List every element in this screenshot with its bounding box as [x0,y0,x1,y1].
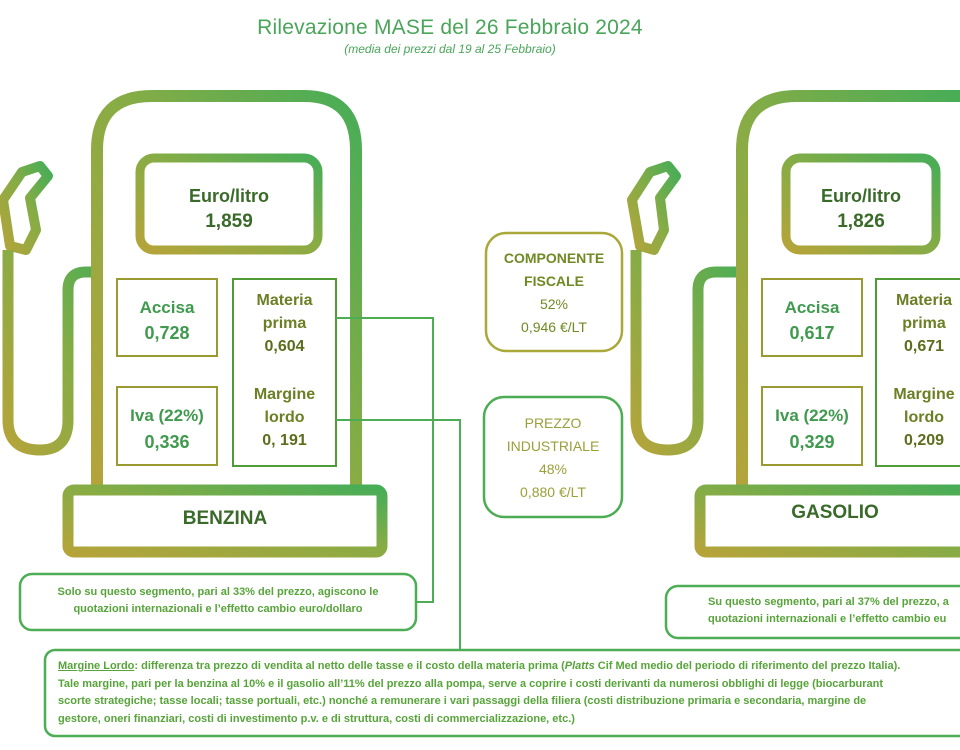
legend-line2: Tale margine, pari per la benzina al 10% e il gasolio all’11% del prezzo alla pompa, serve a coprire i costi derivanti da numerosi obblighi di legge (biocarburant [58,677,884,690]
benzina-note-line2: quotazioni internazionali e l’effetto cambio euro/dollaro [73,603,363,615]
legend-term: Margine Lordo [58,660,135,672]
benzina-accisa-value: 0,728 [144,323,190,343]
benzina-accisa-label: Accisa [139,298,195,317]
benzina-materia-value: 0,604 [264,338,305,355]
gasolio-materia-label-2: prima [902,315,946,332]
benzina-note-line1: Solo su questo segmento, pari al 33% del prezzo, agiscono le [57,586,379,598]
componente-fiscale-line1: COMPONENTE [503,250,605,266]
gasolio-iva-value: 0,329 [789,432,835,452]
componente-fiscale-text [486,247,622,339]
prezzo-industriale-line2: INDUSTRIALE [506,438,600,454]
gasolio-margine-label-2: lordo [904,409,944,426]
gasolio-price-value: 1,826 [837,211,885,232]
prezzo-industriale-text [484,412,622,504]
benzina-price-label: Euro/litro [189,186,269,206]
legend-platts: Platts [564,660,595,672]
gasolio-note-line1: Su questo segmento, pari al 37% del prezzo, a [708,596,949,608]
gasolio-materia-label-1: Materia [895,292,953,309]
benzina-price-value: 1,859 [205,211,253,232]
gasolio-iva-label: Iva (22%) [775,406,849,425]
benzina-iva-value: 0,336 [144,432,190,452]
legend-text [58,658,958,728]
gasolio-materia-value: 0,671 [903,338,945,355]
legend-line4: gestore, oneri finanziari, costi di investimento p.v. e di struttura, costi di commercializzazione, etc.) [58,712,575,725]
benzina-margine-label-2: lordo [264,409,305,426]
prezzo-industriale-percent: 48% [538,461,568,477]
legend-line1-b: Cif Med medio del periodo di riferimento del prezzo Italia). [594,660,901,672]
benzina-iva-label: Iva (22%) [130,406,204,425]
legend-line1 [58,658,958,676]
benzina-name: BENZINA [182,508,268,529]
prezzo-industriale-line1: PREZZO [524,415,582,431]
componente-fiscale-percent: 52% [539,296,569,312]
benzina-materia-label-2: prima [262,315,307,332]
gasolio-accisa-value: 0,617 [789,323,835,343]
gasolio-note-line2: quotazioni internazionali e l’effetto cambio eu [708,613,947,625]
gasolio-margine-value: 0,209 [903,432,945,449]
gasolio-margine-label-1: Margine [893,386,955,403]
gasolio-price-label: Euro/litro [821,186,901,206]
componente-fiscale-amount: 0,946 €/LT [521,319,587,335]
componente-fiscale-line2: FISCALE [524,273,584,289]
page-subtitle: (media dei prezzi dal 19 al 25 Febbraio) [344,42,556,56]
benzina-margine-label-1: Margine [253,386,316,403]
gasolio-name: GASOLIO [791,502,879,523]
benzina-materia-label-1: Materia [256,292,313,309]
legend-line3: scorte strategiche; tasse locali; tasse portuali, etc.) nonché a remunerare i vari passaggi della filiera (costi distribuzione primaria e secondaria, margine de [58,695,867,707]
benzina-margine-value: 0, 191 [262,432,307,449]
legend-line1-a: : differenza tra prezzo di vendita al netto delle tasse e il costo della materia prima ( [134,660,565,672]
page-title: Rilevazione MASE del 26 Febbraio 2024 [257,16,643,39]
gasolio-accisa-label: Accisa [784,298,840,317]
prezzo-industriale-amount: 0,880 €/LT [520,484,586,500]
